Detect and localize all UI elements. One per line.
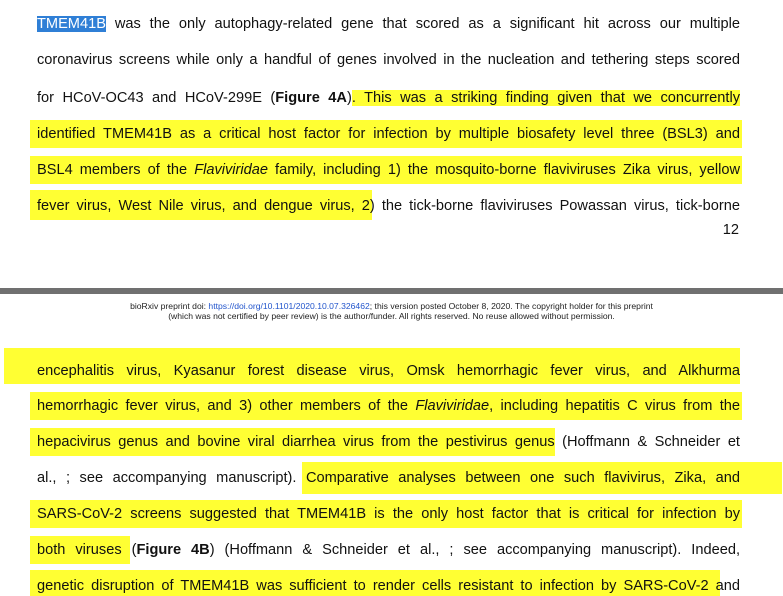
text-line: for HCoV-OC43 and HCoV-299E (Figure 4A). This was a striking finding given that we concurrently xyxy=(37,90,740,106)
highlighted-text: . This was a striking finding given that we concurrently xyxy=(351,90,740,106)
text-line: hepacivirus genus and bovine viral diarrhea virus from the pestivirus genus (Hoffmann & Schneider et xyxy=(37,434,740,450)
text-line xyxy=(37,124,740,144)
text-line: hemorrhagic fever virus, and 3) other members of the Flaviviridae, including hepatitis C virus from the xyxy=(37,398,740,414)
page-divider xyxy=(0,288,783,294)
highlighted-text: genetic disruption of TMEM41B was sufficient to render cells resistant to infection by SARS-CoV-2 xyxy=(37,578,709,594)
doi-link[interactable]: https://doi.org/10.1101/2020.10.07.326462 xyxy=(208,301,370,311)
text-line: coronavirus screens while only a handful of genes involved in the nucleation and tethering steps scored xyxy=(37,52,740,68)
text-line: BSL4 members of the Flaviviridae family, including 1) the mosquito-borne flaviviruses Zika virus, yellow xyxy=(37,162,740,178)
page-number: 12 xyxy=(722,222,739,238)
text-line: genetic disruption of TMEM41B was sufficient to render cells resistant to infection by SARS-CoV-2 and xyxy=(37,578,741,594)
highlighted-text: encephalitis virus, Kyasanur forest disease virus, Omsk hemorrhagic fever virus, and Alkhurma xyxy=(37,363,740,379)
text-line xyxy=(37,504,740,524)
text-line: fever virus, West Nile virus, and dengue virus, 2) the tick-borne flaviviruses Powassan virus, tick-borne xyxy=(37,198,740,214)
figure-ref: Figure 4B xyxy=(136,542,210,558)
preprint-notice-line2: (which was not certified by peer review) is the author/funder. All rights reserved. No reuse allowed without permission. xyxy=(168,311,615,321)
highlighted-text: SARS-CoV-2 screens suggested that TMEM41B is the only host factor that is critical for infection by xyxy=(37,506,740,522)
highlighted-text: fever virus, West Nile virus, and dengue virus, xyxy=(37,198,355,214)
highlighted-text: identified TMEM41B as a critical host factor for infection by multiple biosafety level three (BSL3) and xyxy=(37,126,740,142)
highlighted-text: Comparative analyses between one such flavivirus, Zika, and xyxy=(305,470,741,486)
text-line: both viruses (Figure 4B) (Hoffmann & Schneider et al., ; see accompanying manuscript). Indeed, xyxy=(37,542,740,558)
selected-text[interactable]: TMEM41B xyxy=(37,16,106,32)
page-gap xyxy=(0,248,783,288)
figure-ref: Figure 4A xyxy=(275,90,347,106)
preprint-notice: bioRxiv preprint doi: https://doi.org/10.1101/2020.10.07.326462; this version posted October 8, 2020. The copyright holder for this preprint xyxy=(130,301,653,311)
text-line: al., ; see accompanying manuscript). Comparative analyses between one such flavivirus, Zika, and xyxy=(37,470,741,486)
text-line xyxy=(37,361,740,381)
highlighted-text: hepacivirus genus and bovine viral diarrhea virus from the pestivirus genus xyxy=(37,434,555,450)
text-line: TMEM41B was the only autophagy-related gene that scored as a significant hit across our multiple xyxy=(37,16,740,32)
